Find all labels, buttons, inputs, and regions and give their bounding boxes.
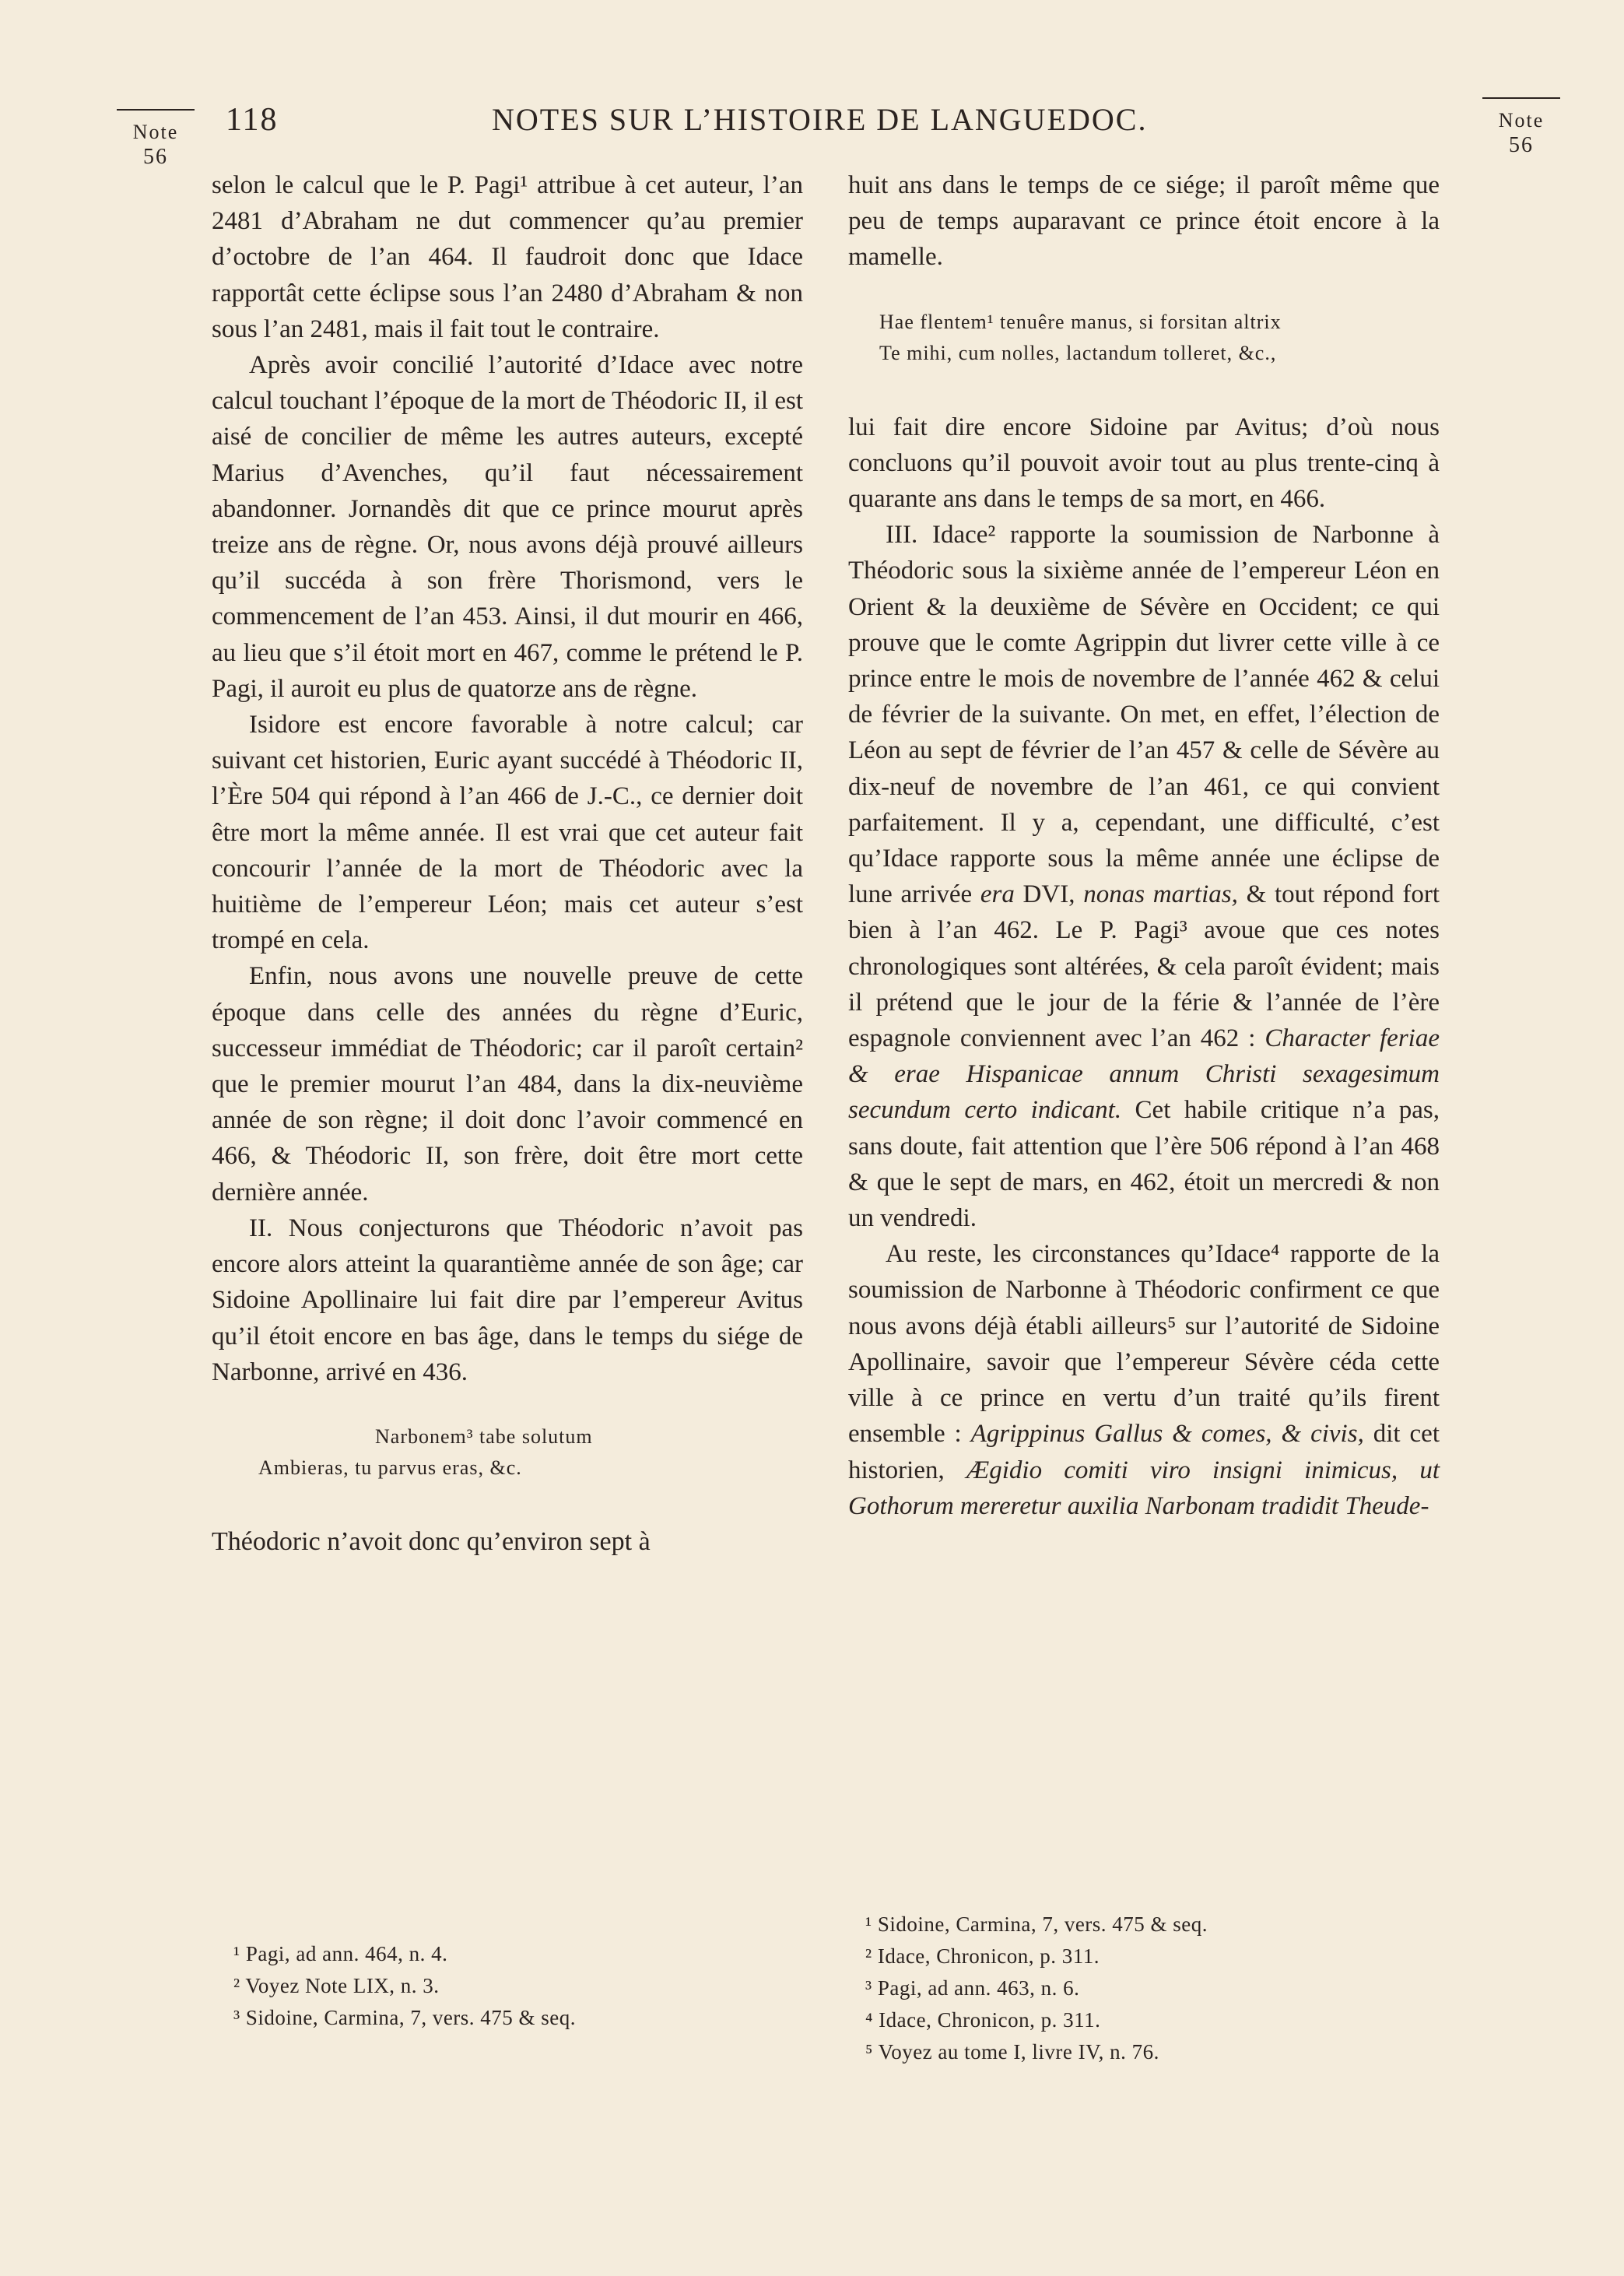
margin-note-label: Note [1498,109,1545,132]
footnote: ¹ Sidoine, Carmina, 7, vers. 475 & seq. [865,1912,1208,1936]
paragraph: huit ans dans le temps de ce siége; il paroît même que peu de temps auparavant ce prince étoit encore à la mamelle. [848,171,1440,272]
running-title: NOTES SUR L’HISTOIRE DE LANGUEDOC. [492,102,1148,137]
italic-text: nonas martias, [1083,880,1238,909]
verse-line: Te mihi, cum nolles, lactandum tolleret, &c., [879,341,1277,364]
page-header [0,101,1624,148]
paragraph: Isidore est encore favorable à notre calcul; car suivant cet historien, Euric ayant succédé à Théodoric II, l’Ère 504 qui répond à l’an 466 de J.-C., ce dernier doit être mort la même année. Il est vrai que cet auteur fait concourir l’année de la mort de Théodoric avec la huitième de l’empereur Léon; mais cet auteur s’est trompé en cela. [212,711,803,955]
italic-text: Character feriae & erae Hispanicae annum Christi sexagesimum secundum certo indicant. [848,1024,1440,1125]
page-number: 118 [226,102,279,138]
footnote: ² Idace, Chronicon, p. 311. [865,1944,1100,1968]
verse-line: Hae flentem¹ tenuêre manus, si forsitan altrix [879,310,1282,333]
text-run: DVI, [1014,880,1084,909]
paragraph: lui fait dire encore Sidoine par Avitus; d’où nous concluons qu’il pouvoit avoir tout au plus trente-cinq à quarante ans dans le temps de sa mort, en 466. [848,413,1440,514]
margin-note-number: 56 [1509,133,1534,158]
footnote: ⁵ Voyez au tome I, livre IV, n. 76. [865,2040,1159,2064]
paragraph: Théodoric n’avoit donc qu’environ sept à [212,1526,651,1556]
footnote: ³ Sidoine, Carmina, 7, vers. 475 & seq. [233,2006,577,2029]
verse-quote [848,307,1440,369]
paragraph: Enfin, nous avons une nouvelle preuve de cette époque dans celle des années du règne d’Euric, successeur immédiat de Théodoric; car il paroît certain² que le premier mourut l’an 484, dans la dix-neuvième année de son règne; il doit donc l’avoir commencé en 466, & Théodoric II, son frère, doit être mort cette dernière année. [212,962,803,1206]
verse-line: Ambieras, tu parvus eras, &c. [258,1456,522,1479]
paragraph [848,1236,1440,1524]
paragraph: Après avoir concilié l’autorité d’Idace avec notre calcul touchant l’époque de la mort de Théodoric II, il est aisé de concilier de même les autres auteurs, excepté Marius d’Avenches, qu’il faut nécessairement abandonner. Jornandès dit que ce prince mourut après treize ans de règne. Or, nous avons déjà prouvé ailleurs qu’il succéda à son frère Thorismond, vers le commencement de l’an 453. Ainsi, il dut mourir en 466, au lieu que s’il étoit mort en 467, comme le prétend le P. Pagi, il auroit eu plus de quatorze ans de règne. [212,351,803,703]
verse-line: Narbonem³ tabe solutum [375,1424,593,1448]
margin-note-number: 56 [143,145,168,170]
italic-text: era [980,880,1015,909]
paragraph: selon le calcul que le P. Pagi¹ attribue à cet auteur, l’an 2481 d’Abraham ne dut commencer qu’au premier d’octobre de l’an 464. Il faudroit donc que Idace rapportât cette éclipse sous l’an 2480 d’Abraham & non sous l’an 2481, mais il fait tout le contraire. [212,171,803,343]
text-run: Cet habile critique n’a pas, sans doute, fait attention que l’ère 506 répond à l’an 468 & que le sept de mars, en 462, étoit un mercredi & non un vendredi. [848,1096,1440,1233]
footnote: ³ Pagi, ad ann. 463, n. 6. [865,1976,1080,2000]
italic-text: Agrippinus Gallus & comes, & civis, [970,1420,1364,1449]
text-run: dit cet historien, [848,1420,1440,1484]
margin-note-label: Note [132,121,179,143]
footnote: ¹ Pagi, ad ann. 464, n. 4. [233,1942,448,1965]
text-run: Au reste, les circonstances qu’Idace⁴ rapporte de la soumission de Narbonne à Théodoric confirment ce que nous avons déjà établi ailleurs⁵ sur l’autorité de Sidoine Apollinaire, savoir que l’empereur Sévère céda cette ville à ce prince en vertu d’un traité qu’ils firent ensemble : [848,1240,1440,1449]
italic-text: Ægidio comiti viro insigni inimicus, ut Gothorum mereretur auxilia Narbonam tradidit Theude- [848,1456,1440,1520]
right-column [848,167,1440,1524]
footnote: ⁴ Idace, Chronicon, p. 311. [865,2008,1101,2032]
text-run: & tout répond fort bien à l’an 462. Le P. Pagi³ avoue que ces notes chronologiques sont altérées, & cela paroît évident; mais il prétend que le jour de la férie & l’année de l’ère espagnole conviennent avec l’an 462 : [848,880,1440,1053]
footnotes-left [233,1938,778,2034]
left-column [212,167,803,1560]
paragraph [848,517,1440,1236]
margin-rule [1482,97,1560,99]
text-run: III. Idace² rapporte la soumission de Narbonne à Théodoric sous la sixième année de l’empereur Léon en Orient & la deuxième de Sévère en Occident; ce qui prouve que le comte Agrippin dut livrer cette ville à ce prince entre le mois de novembre de l’année 462 & celui de février de la suivante. On met, en effet, l’élection de Léon au sept de février de l’an 457 & celle de Sévère au dix-neuf de novembre de l’an 461, ce qui convient parfaitement. Il y a, cependant, une difficulté, c’est qu’Idace rapporte sous la même année une éclipse de lune arrivée [848,521,1440,909]
paragraph: II. Nous conjecturons que Théodoric n’avoit pas encore alors atteint la quarantième année de son âge; car Sidoine Apollinaire lui fait dire par l’empereur Avitus qu’il étoit encore en bas âge, dans le temps du siége de Narbonne, arrivé en 436. [212,1214,803,1386]
footnote: ² Voyez Note LIX, n. 3. [233,1974,440,1997]
verse-quote [212,1421,803,1484]
footnotes-right [865,1909,1410,2068]
